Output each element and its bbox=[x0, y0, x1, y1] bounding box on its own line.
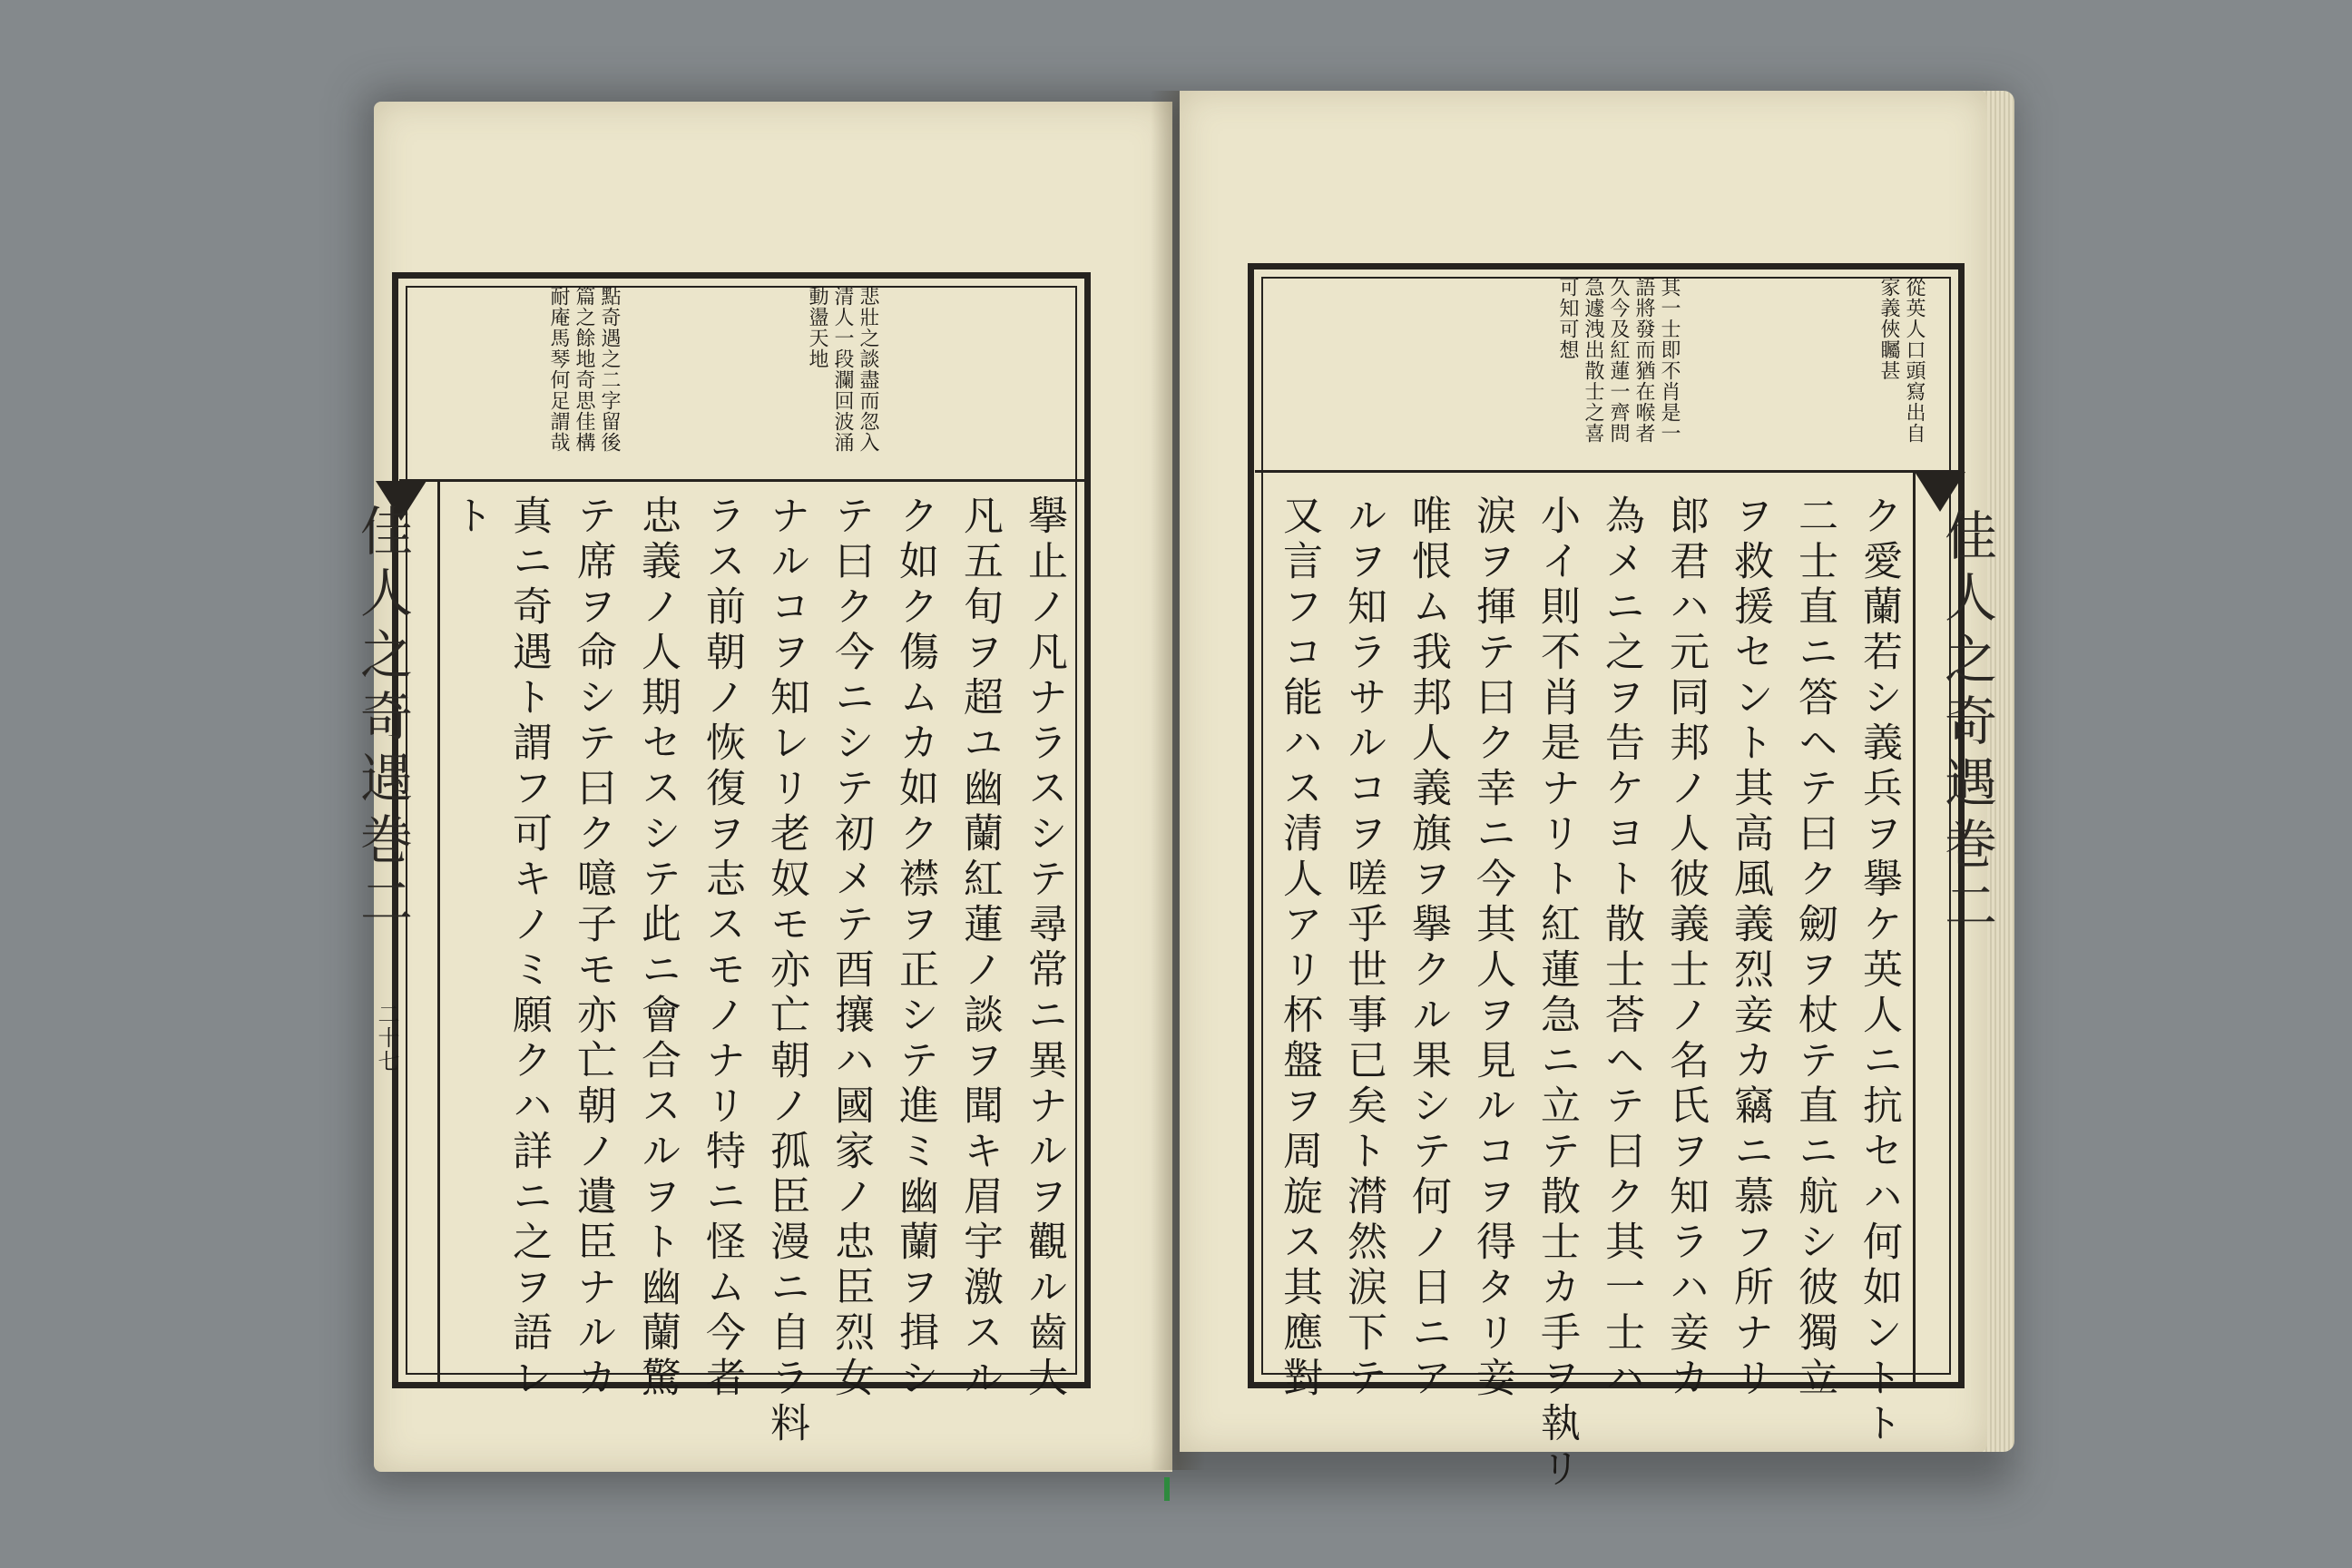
right-text-column-6: 小イ則不肖是ナリト紅蓮急ニ立テ散士カ手ヲ執リ bbox=[1534, 495, 1580, 1493]
left-text-column-9: 真ニ奇遇ト謂フ可キノミ願クハ詳ニ之ヲ語レ bbox=[505, 495, 552, 1402]
left-text-column-7: 忠義ノ人期セスシテ此ニ會合スルヲト幽蘭驚 bbox=[634, 495, 681, 1402]
right-text-column-1: ク愛蘭若シ義兵ヲ擧ケ英人ニ抗セハ何如ントト bbox=[1856, 495, 1902, 1447]
left-note-3: 動盪天地 bbox=[806, 286, 828, 369]
right-text-column-7: 涙ヲ揮テ曰ク幸ニ今其人ヲ見ルコヲ得タリ妾 bbox=[1469, 495, 1515, 1402]
right-note-4: 語將發而猶在喉者 bbox=[1632, 277, 1655, 444]
right-title-divider bbox=[1913, 470, 1916, 1383]
binding-thread bbox=[1164, 1477, 1170, 1501]
right-text-column-9: ルヲ知ラサルコヲ嗟乎世事已矣ト潸然涙下テ bbox=[1340, 495, 1387, 1402]
right-text-column-2: 二士直ニ答ヘテ曰ク劒ヲ杖テ直ニ航シ彼獨立 bbox=[1791, 495, 1838, 1402]
left-running-title: 佳人之奇遇巻二 bbox=[351, 504, 413, 936]
left-text-column-8: テ席ヲ命シテ曰ク噫子モ亦亡朝ノ遺臣ナルカ bbox=[570, 495, 616, 1402]
left-title-divider bbox=[437, 479, 440, 1387]
left-note-1: 悲壯之談盡而忽入 bbox=[857, 286, 879, 453]
right-fishtail-mark bbox=[1915, 472, 1965, 512]
right-text-column-3: ヲ救援セント其高風義烈妾カ竊ニ慕フ所ナリ bbox=[1727, 495, 1773, 1402]
left-note-6: 耐庵馬琴何足謂哉 bbox=[547, 286, 570, 453]
right-note-6: 急遽洩出散士之喜 bbox=[1582, 277, 1604, 444]
right-note-1: 從英人口頭寫出自 bbox=[1903, 277, 1926, 444]
left-note-4: 點奇遇之二字留後 bbox=[598, 286, 621, 453]
right-note-3: 其一士即不肖是一 bbox=[1658, 277, 1681, 444]
left-page-number: 二十七 bbox=[374, 1003, 399, 1073]
right-text-column-4: 郎君ハ元同邦ノ人彼義士ノ名氏ヲ知ラハ妾カ bbox=[1662, 495, 1709, 1402]
left-note-divider bbox=[399, 479, 1084, 482]
left-text-column-4: テ曰ク今ニシテ初メテ酉攘ハ國家ノ忠臣烈女 bbox=[828, 495, 874, 1402]
right-note-2: 家義俠矚甚 bbox=[1877, 277, 1900, 381]
left-text-column-5: ナルコヲ知レリ老奴モ亦亡朝ノ孤臣漫ニ自ラ料 bbox=[763, 495, 809, 1447]
right-note-divider bbox=[1255, 470, 1958, 473]
left-text-column-6: ラス前朝ノ恢復ヲ志スモノナリ特ニ怪ム今者 bbox=[699, 495, 745, 1402]
left-text-column-2: 凡五旬ヲ超ユ幽蘭紅蓮ノ談ヲ聞キ眉宇激スル bbox=[956, 495, 1003, 1402]
left-note-5: 篇之餘地奇思佳構 bbox=[573, 286, 595, 453]
left-text-column-3: ク如ク傷ムカ如ク襟ヲ正シテ進ミ幽蘭ヲ揖シ bbox=[892, 495, 938, 1402]
left-text-column-10: ト bbox=[446, 495, 493, 540]
right-text-column-10: 又言フコ能ハス清人アリ杯盤ヲ周旋ス其應對 bbox=[1276, 495, 1322, 1402]
left-text-column-1: 擧止ノ凡ナラスシテ尋常ニ異ナルヲ觀ル齒大 bbox=[1021, 495, 1067, 1402]
right-running-title: 佳人之奇遇巻二 bbox=[1936, 508, 1997, 940]
right-note-7: 可知可想 bbox=[1556, 277, 1579, 360]
right-text-column-5: 為メニ之ヲ告ケヨト散士荅ヘテ曰ク其一士ハ bbox=[1598, 495, 1644, 1402]
right-text-column-8: 唯恨ム我邦人義旗ヲ擧クル果シテ何ノ日ニア bbox=[1405, 495, 1451, 1402]
right-note-5: 久今及紅蓮一齊問 bbox=[1607, 277, 1630, 444]
left-note-2: 清人一段瀾回波涌 bbox=[831, 286, 854, 453]
